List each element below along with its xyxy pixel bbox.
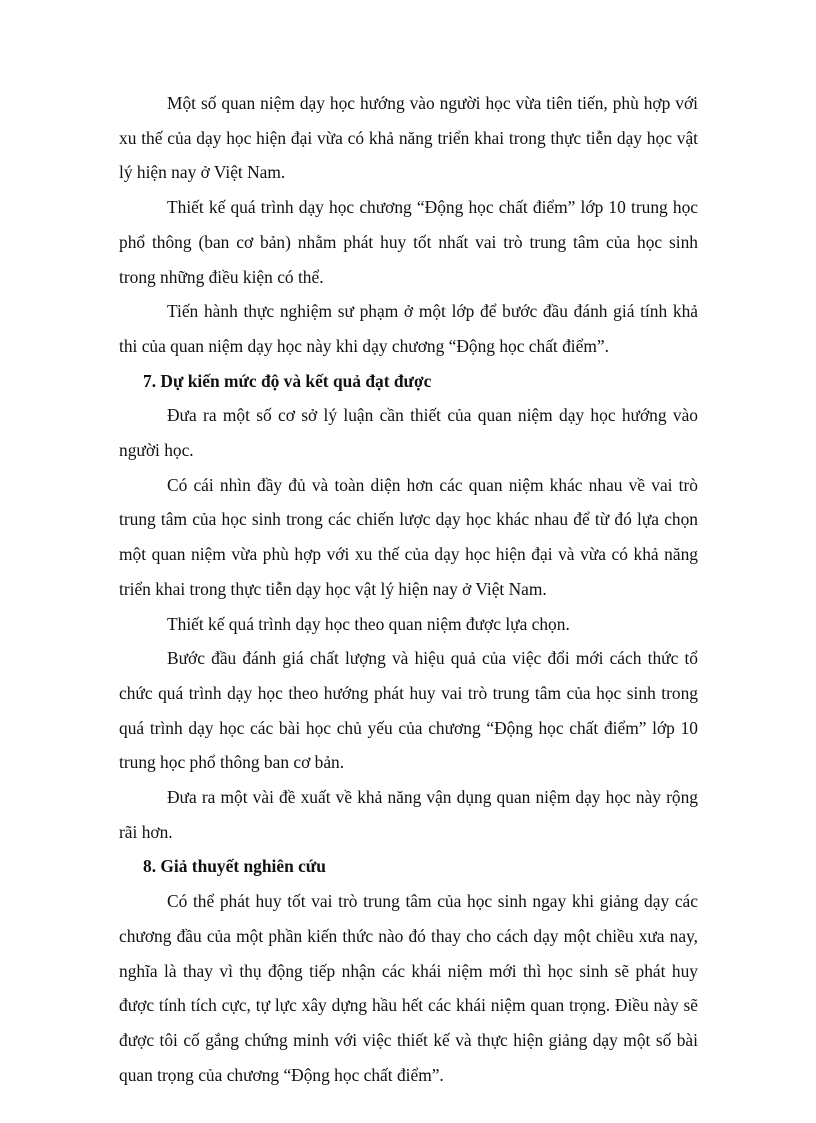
- paragraph: Thiết kế quá trình dạy học theo quan niệm được lựa chọn.: [167, 613, 570, 634]
- paragraph: Tiến hành thực nghiệm sư phạm ở một lớp để bước đầu đánh giá tính khả thi của quan niệm dạy học này khi dạy chương “Động học chất điểm”.: [119, 301, 698, 356]
- paragraph: Đưa ra một vài đề xuất về khả năng vận dụng quan niệm dạy học này rộng rãi hơn.: [119, 787, 698, 842]
- paragraph: Có cái nhìn đầy đủ và toàn diện hơn các quan niệm khác nhau về vai trò trung tâm của học sinh trong các chiến lược dạy học khác nhau để từ đó lựa chọn một quan niệm vừa phù hợp với xu thế của dạy học hiện đại và vừa có khả năng triển khai trong thực tiễn dạy học vật lý hiện nay ở Việt Nam.: [119, 474, 698, 599]
- paragraph: Bước đầu đánh giá chất lượng và hiệu quả của việc đổi mới cách thức tổ chức quá trình dạy học theo hướng phát huy vai trò trung tâm của học sinh trong quá trình dạy học các bài học chủ yếu của chương “Động học chất điểm” lớp 10 trung học phổ thông ban cơ bản.: [119, 648, 698, 773]
- section-heading: 8. Giả thuyết nghiên cứu: [143, 856, 326, 877]
- paragraph: Thiết kế quá trình dạy học chương “Động học chất điểm” lớp 10 trung học phổ thông (ban cơ bản) nhằm phát huy tốt nhất vai trò trung tâm của học sinh trong những điều kiện có thể.: [119, 197, 698, 287]
- document-body: [119, 86, 698, 1092]
- section-heading: 7. Dự kiến mức độ và kết quả đạt được: [143, 370, 432, 391]
- paragraph: Có thể phát huy tốt vai trò trung tâm của học sinh ngay khi giảng dạy các chương đầu của một phần kiến thức nào đó thay cho cách dạy một chiều xưa nay, nghĩa là thay vì thụ động tiếp nhận các khái niệm mới thì học sinh sẽ phát huy được tính tích cực, tự lực xây dựng hầu hết các khái niệm quan trọng. Điều này sẽ được tôi cố gắng chứng minh với việc thiết kế và thực hiện giảng dạy một số bài quan trọng của chương “Động học chất điểm”.: [119, 891, 698, 1085]
- paragraph: Đưa ra một số cơ sở lý luận cần thiết của quan niệm dạy học hướng vào người học.: [119, 405, 698, 461]
- paragraph: Một số quan niệm dạy học hướng vào người học vừa tiên tiến, phù hợp với xu thế của dạy học hiện đại vừa có khả năng triển khai trong thực tiễn dạy học vật lý hiện nay ở Việt Nam.: [119, 93, 698, 183]
